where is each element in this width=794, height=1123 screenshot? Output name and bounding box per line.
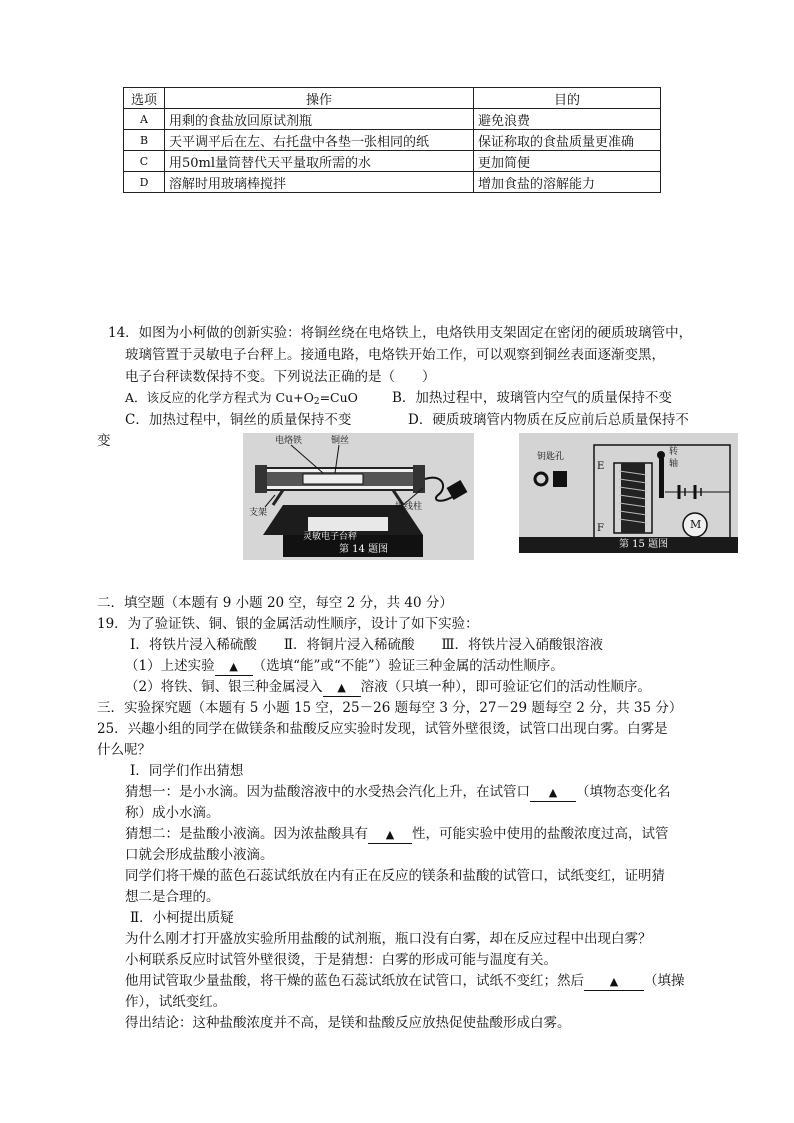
q25-guess-2-cont: 口就会形成盐酸小液滴。 (125, 847, 274, 863)
table-row (124, 172, 661, 193)
answer-blank[interactable] (584, 973, 644, 991)
label-axis-1: 转 (669, 447, 679, 457)
motor-symbol: M (690, 518, 702, 531)
q25-operation (125, 971, 685, 991)
label-electric-iron: 电烙铁 (275, 436, 303, 446)
guess-1-text: 猜想一：是小水滴。因为盐酸溶液中的水受热会汽化上升，在试管口 (125, 784, 530, 800)
blank-triangle-icon: ▲ (548, 786, 558, 799)
table-header: 操作 (165, 88, 474, 109)
blank-triangle-icon: ▲ (337, 681, 346, 694)
figure-14 (243, 433, 474, 560)
table-cell: 避免浪费 (474, 109, 661, 130)
option-a-text: A．该反应的化学方程式为 Cu+O (125, 390, 314, 405)
table-header: 目的 (474, 88, 661, 109)
q14-option-c: C．加热过程中，铜丝的质量保持不变 (125, 412, 352, 428)
q25-guess-1 (125, 782, 671, 802)
answer-blank[interactable] (530, 784, 576, 802)
q19-stem: 19．为了验证铁、铜、银的金属活动性顺序，设计了如下实验： (97, 616, 479, 632)
answer-blank[interactable] (215, 658, 253, 676)
table-header: 选项 (124, 88, 165, 109)
operation-text: （填操 (644, 973, 685, 989)
q14-stem-line: 14．如图为小柯做的创新实验：将铜丝绕在电烙铁上，电烙铁用支架固定在密闭的硬质玻璃管中， (108, 325, 693, 341)
q14-option-d-cont: 变 (97, 433, 111, 449)
blank-triangle-icon: ▲ (609, 975, 619, 988)
label-terminal: 接线柱 (395, 502, 423, 512)
label-f: F (597, 523, 604, 534)
q25-stem-line: 25．兴趣小组的同学在做镁条和盐酸反应实验时发现，试管外壁很烫，试管口出现白雾。白雾是 (97, 721, 668, 737)
q19-part-1-text: （1）上述实验 (125, 658, 215, 674)
table-row (124, 151, 661, 172)
blank-triangle-icon: ▲ (385, 828, 395, 841)
q19-part-2 (125, 677, 651, 697)
table-header-row (124, 88, 661, 109)
q25-stem-line: 什么呢？ (97, 742, 151, 758)
q25-guess-1-cont: 称）成小水滴。 (125, 805, 220, 821)
q19-part-2-text: （2）将铁、铜、银三种金属浸入 (125, 679, 323, 695)
option-a-text: =CuO (319, 390, 358, 405)
label-stand: 支架 (249, 508, 268, 518)
label-keyhole: 钥匙孔 (537, 452, 565, 462)
q25-conclusion: 得出结论：这种盐酸浓度并不高，是镁和盐酸反应放热促使盐酸形成白雾。 (125, 1015, 571, 1031)
figure-15-caption: 第 15 题图 (619, 539, 669, 550)
section-2-heading: 二．填空题（本题有 9 小题 20 空，每空 2 分，共 40 分） (97, 595, 453, 611)
answer-blank[interactable] (323, 679, 361, 697)
figure-15 (519, 433, 738, 553)
table-cell: 用剩的食盐放回原试剂瓶 (165, 109, 474, 130)
table-cell: B (124, 130, 165, 151)
q25-test-line: 想二是合理的。 (125, 889, 220, 905)
label-scale: 灵敏电子台秤 (303, 532, 358, 542)
figure-14-drawing (243, 433, 474, 560)
table-cell: A (124, 109, 165, 130)
q25-heading-1: Ⅰ．同学们作出猜想 (130, 763, 244, 779)
options-table (123, 87, 661, 193)
blank-triangle-icon: ▲ (229, 660, 238, 673)
section-3-heading: 三．实验探究题（本题有 5 小题 15 空，25－26 题每空 3 分，27－29 题每空 2 分，共 35 分） (97, 700, 683, 716)
table-cell: 用50ml量筒替代天平量取所需的水 (165, 151, 474, 172)
q25-test-line: 同学们将干燥的蓝色石蕊试纸放在内有正在反应的镁条和盐酸的试管口，试纸变红，证明猜 (125, 868, 665, 884)
q14-option-a (125, 388, 358, 412)
q25-link: 小柯联系反应时试管外壁很烫，于是猜想：白雾的形成可能与温度有关。 (125, 952, 557, 968)
subscript: 2 (313, 397, 320, 407)
table-row (124, 130, 661, 151)
label-copper-wire: 铜丝 (331, 436, 350, 446)
answer-blank[interactable] (368, 826, 412, 844)
guess-2-text: 性，可能实验中使用的盐酸浓度过高，试管 (412, 826, 669, 842)
table-cell: 增加食盐的溶解能力 (474, 172, 661, 193)
q14-option-b: B．加热过程中，玻璃管内空气的质量保持不变 (392, 390, 672, 406)
q19-part-2-text: 溶液（只填一种），即可验证它们的活动性顺序。 (360, 679, 651, 695)
guess-2-text: 猜想二：是盐酸小液滴。因为浓盐酸具有 (125, 826, 368, 842)
guess-1-text: （填物态变化名 (576, 784, 671, 800)
q25-doubt: 为什么刚才打开盛放实验所用盐酸的试剂瓶，瓶口没有白雾，却在反应过程中出现白雾？ (125, 931, 652, 947)
q19-experiments: Ⅰ．将铁片浸入稀硫酸 Ⅱ．将铜片浸入稀硫酸 Ⅲ．将铁片浸入硝酸银溶液 (130, 637, 604, 653)
label-e: E (597, 461, 605, 472)
q25-heading-2: Ⅱ．小柯提出质疑 (130, 910, 234, 926)
table-cell: 天平调平后在左、右托盘中各垫一张相同的纸 (165, 130, 474, 151)
table-cell: 保证称取的食盐质量更准确 (474, 130, 661, 151)
q25-guess-2 (125, 824, 669, 844)
q19-part-1-text: （选填“能”或“不能”）验证三种金属的活动性顺序。 (252, 658, 564, 674)
table-cell: 溶解时用玻璃棒搅拌 (165, 172, 474, 193)
figure-14-caption: 第 14 题图 (339, 544, 389, 555)
q14-stem-line: 电子台秤读数保持不变。下列说法正确的是（ ） (125, 369, 436, 385)
q19-part-1 (125, 656, 564, 676)
q14-option-d: D．硬质玻璃管内物质在反应前后总质量保持不 (408, 412, 689, 428)
q14-stem-line: 玻璃管置于灵敏电子台秤上。接通电路，电烙铁开始工作，可以观察到铜丝表面逐渐变黑， (125, 347, 665, 363)
table-cell: 更加简便 (474, 151, 661, 172)
table-row (124, 109, 661, 130)
table-cell: C (124, 151, 165, 172)
operation-text: 他用试管取少量盐酸，将干燥的蓝色石蕊试纸放在试管口，试纸不变红；然后 (125, 973, 584, 989)
label-axis-2: 轴 (669, 459, 679, 469)
table-cell: D (124, 172, 165, 193)
q25-operation-cont: 作），试纸变红。 (125, 994, 227, 1010)
